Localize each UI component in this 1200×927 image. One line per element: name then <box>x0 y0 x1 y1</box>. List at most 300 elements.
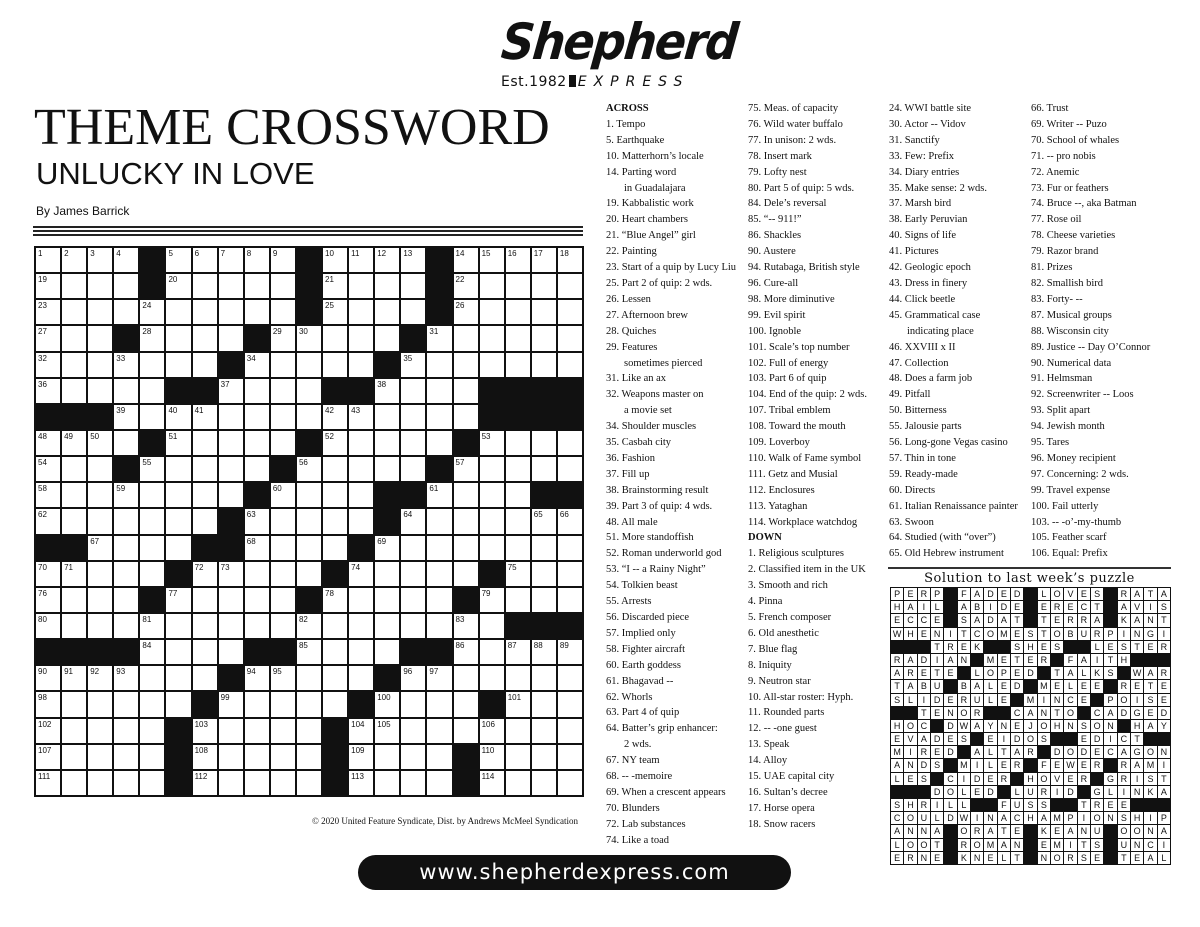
grid-cell[interactable] <box>166 483 190 507</box>
grid-cell[interactable] <box>323 536 347 560</box>
grid-cell[interactable] <box>166 326 190 350</box>
grid-cell[interactable] <box>349 457 373 481</box>
grid-cell[interactable] <box>114 692 138 716</box>
grid-cell[interactable] <box>271 248 295 272</box>
grid-cell[interactable] <box>166 692 190 716</box>
crossword-grid[interactable] <box>34 246 584 797</box>
grid-cell[interactable] <box>245 431 269 455</box>
grid-cell[interactable] <box>36 483 60 507</box>
grid-cell[interactable] <box>271 405 295 429</box>
grid-cell[interactable] <box>193 771 217 795</box>
grid-cell[interactable] <box>140 405 164 429</box>
grid-cell[interactable] <box>88 771 112 795</box>
grid-cell[interactable] <box>193 326 217 350</box>
grid-cell[interactable] <box>62 562 86 586</box>
grid-cell[interactable] <box>36 274 60 298</box>
grid-cell[interactable] <box>558 719 582 743</box>
grid-cell[interactable] <box>427 692 451 716</box>
grid-cell[interactable] <box>454 509 478 533</box>
grid-cell[interactable] <box>245 771 269 795</box>
grid-cell[interactable] <box>349 326 373 350</box>
grid-cell[interactable] <box>193 562 217 586</box>
grid-cell[interactable] <box>558 300 582 324</box>
grid-cell[interactable] <box>401 274 425 298</box>
grid-cell[interactable] <box>271 771 295 795</box>
grid-cell[interactable] <box>166 588 190 612</box>
grid-cell[interactable] <box>245 300 269 324</box>
grid-cell[interactable] <box>375 379 399 403</box>
grid-cell[interactable] <box>36 666 60 690</box>
grid-cell[interactable] <box>219 562 243 586</box>
grid-cell[interactable] <box>140 771 164 795</box>
grid-cell[interactable] <box>36 379 60 403</box>
grid-cell[interactable] <box>427 719 451 743</box>
grid-cell[interactable] <box>297 562 321 586</box>
grid-cell[interactable] <box>36 745 60 769</box>
grid-cell[interactable] <box>323 640 347 664</box>
grid-cell[interactable] <box>323 326 347 350</box>
grid-cell[interactable] <box>323 588 347 612</box>
grid-cell[interactable] <box>532 588 556 612</box>
grid-cell[interactable] <box>558 536 582 560</box>
grid-cell[interactable] <box>36 562 60 586</box>
grid-cell[interactable] <box>193 300 217 324</box>
grid-cell[interactable] <box>193 248 217 272</box>
grid-cell[interactable] <box>454 640 478 664</box>
grid-cell[interactable] <box>114 745 138 769</box>
grid-cell[interactable] <box>323 405 347 429</box>
grid-cell[interactable] <box>480 274 504 298</box>
grid-cell[interactable] <box>454 248 478 272</box>
grid-cell[interactable] <box>219 326 243 350</box>
grid-cell[interactable] <box>558 326 582 350</box>
grid-cell[interactable] <box>166 640 190 664</box>
grid-cell[interactable] <box>62 483 86 507</box>
grid-cell[interactable] <box>166 274 190 298</box>
grid-cell[interactable] <box>88 666 112 690</box>
grid-cell[interactable] <box>219 457 243 481</box>
grid-cell[interactable] <box>219 405 243 429</box>
grid-cell[interactable] <box>297 353 321 377</box>
grid-cell[interactable] <box>62 692 86 716</box>
grid-cell[interactable] <box>166 405 190 429</box>
grid-cell[interactable] <box>193 640 217 664</box>
grid-cell[interactable] <box>427 771 451 795</box>
grid-cell[interactable] <box>401 745 425 769</box>
grid-cell[interactable] <box>506 562 530 586</box>
grid-cell[interactable] <box>349 405 373 429</box>
grid-cell[interactable] <box>427 431 451 455</box>
grid-cell[interactable] <box>88 745 112 769</box>
grid-cell[interactable] <box>297 640 321 664</box>
grid-cell[interactable] <box>375 640 399 664</box>
grid-cell[interactable] <box>271 666 295 690</box>
grid-cell[interactable] <box>140 666 164 690</box>
grid-cell[interactable] <box>219 379 243 403</box>
grid-cell[interactable] <box>140 640 164 664</box>
grid-cell[interactable] <box>375 771 399 795</box>
grid-cell[interactable] <box>349 483 373 507</box>
grid-cell[interactable] <box>140 457 164 481</box>
grid-cell[interactable] <box>480 719 504 743</box>
grid-cell[interactable] <box>36 248 60 272</box>
grid-cell[interactable] <box>375 536 399 560</box>
grid-cell[interactable] <box>166 536 190 560</box>
grid-cell[interactable] <box>140 745 164 769</box>
grid-cell[interactable] <box>62 248 86 272</box>
grid-cell[interactable] <box>88 719 112 743</box>
grid-cell[interactable] <box>140 719 164 743</box>
grid-cell[interactable] <box>219 274 243 298</box>
grid-cell[interactable] <box>401 588 425 612</box>
grid-cell[interactable] <box>271 588 295 612</box>
grid-cell[interactable] <box>140 614 164 638</box>
grid-cell[interactable] <box>219 248 243 272</box>
grid-cell[interactable] <box>88 457 112 481</box>
grid-cell[interactable] <box>532 562 556 586</box>
grid-cell[interactable] <box>88 274 112 298</box>
grid-cell[interactable] <box>114 300 138 324</box>
grid-cell[interactable] <box>506 483 530 507</box>
grid-cell[interactable] <box>323 431 347 455</box>
grid-cell[interactable] <box>480 640 504 664</box>
grid-cell[interactable] <box>323 353 347 377</box>
grid-cell[interactable] <box>480 431 504 455</box>
grid-cell[interactable] <box>245 719 269 743</box>
grid-cell[interactable] <box>62 326 86 350</box>
grid-cell[interactable] <box>454 326 478 350</box>
grid-cell[interactable] <box>427 666 451 690</box>
grid-cell[interactable] <box>219 771 243 795</box>
grid-cell[interactable] <box>375 405 399 429</box>
grid-cell[interactable] <box>88 379 112 403</box>
grid-cell[interactable] <box>166 353 190 377</box>
grid-cell[interactable] <box>375 248 399 272</box>
grid-cell[interactable] <box>558 248 582 272</box>
grid-cell[interactable] <box>506 640 530 664</box>
grid-cell[interactable] <box>558 353 582 377</box>
grid-cell[interactable] <box>297 719 321 743</box>
grid-cell[interactable] <box>480 536 504 560</box>
grid-cell[interactable] <box>427 745 451 769</box>
grid-cell[interactable] <box>36 692 60 716</box>
grid-cell[interactable] <box>401 562 425 586</box>
grid-cell[interactable] <box>193 353 217 377</box>
grid-cell[interactable] <box>480 353 504 377</box>
grid-cell[interactable] <box>323 692 347 716</box>
grid-cell[interactable] <box>297 457 321 481</box>
grid-cell[interactable] <box>114 614 138 638</box>
grid-cell[interactable] <box>506 692 530 716</box>
grid-cell[interactable] <box>532 745 556 769</box>
grid-cell[interactable] <box>114 588 138 612</box>
grid-cell[interactable] <box>62 666 86 690</box>
grid-cell[interactable] <box>480 614 504 638</box>
grid-cell[interactable] <box>245 353 269 377</box>
grid-cell[interactable] <box>480 300 504 324</box>
grid-cell[interactable] <box>297 326 321 350</box>
grid-cell[interactable] <box>558 692 582 716</box>
grid-cell[interactable] <box>114 379 138 403</box>
grid-cell[interactable] <box>166 248 190 272</box>
grid-cell[interactable] <box>375 562 399 586</box>
grid-cell[interactable] <box>114 353 138 377</box>
grid-cell[interactable] <box>62 588 86 612</box>
grid-cell[interactable] <box>323 248 347 272</box>
grid-cell[interactable] <box>401 379 425 403</box>
grid-cell[interactable] <box>245 614 269 638</box>
grid-cell[interactable] <box>427 405 451 429</box>
grid-cell[interactable] <box>454 692 478 716</box>
grid-cell[interactable] <box>140 692 164 716</box>
grid-cell[interactable] <box>558 640 582 664</box>
grid-cell[interactable] <box>454 719 478 743</box>
grid-cell[interactable] <box>480 248 504 272</box>
grid-cell[interactable] <box>297 509 321 533</box>
grid-cell[interactable] <box>480 326 504 350</box>
grid-cell[interactable] <box>480 588 504 612</box>
grid-cell[interactable] <box>506 457 530 481</box>
grid-cell[interactable] <box>271 509 295 533</box>
grid-cell[interactable] <box>349 640 373 664</box>
grid-cell[interactable] <box>271 692 295 716</box>
grid-cell[interactable] <box>454 274 478 298</box>
grid-cell[interactable] <box>193 588 217 612</box>
grid-cell[interactable] <box>506 326 530 350</box>
grid-cell[interactable] <box>140 509 164 533</box>
grid-cell[interactable] <box>36 326 60 350</box>
grid-cell[interactable] <box>297 379 321 403</box>
grid-cell[interactable] <box>375 719 399 743</box>
grid-cell[interactable] <box>88 483 112 507</box>
grid-cell[interactable] <box>88 248 112 272</box>
grid-cell[interactable] <box>558 771 582 795</box>
grid-cell[interactable] <box>506 771 530 795</box>
grid-cell[interactable] <box>114 274 138 298</box>
grid-cell[interactable] <box>166 300 190 324</box>
grid-cell[interactable] <box>271 483 295 507</box>
grid-cell[interactable] <box>454 536 478 560</box>
grid-cell[interactable] <box>427 588 451 612</box>
grid-cell[interactable] <box>114 719 138 743</box>
grid-cell[interactable] <box>532 666 556 690</box>
grid-cell[interactable] <box>506 588 530 612</box>
grid-cell[interactable] <box>219 431 243 455</box>
grid-cell[interactable] <box>219 719 243 743</box>
grid-cell[interactable] <box>219 614 243 638</box>
grid-cell[interactable] <box>271 719 295 743</box>
grid-cell[interactable] <box>245 536 269 560</box>
grid-cell[interactable] <box>427 483 451 507</box>
grid-cell[interactable] <box>36 300 60 324</box>
grid-cell[interactable] <box>401 692 425 716</box>
grid-cell[interactable] <box>62 379 86 403</box>
grid-cell[interactable] <box>375 326 399 350</box>
grid-cell[interactable] <box>245 379 269 403</box>
grid-cell[interactable] <box>349 719 373 743</box>
grid-cell[interactable] <box>454 457 478 481</box>
grid-cell[interactable] <box>558 274 582 298</box>
grid-cell[interactable] <box>245 509 269 533</box>
grid-cell[interactable] <box>401 300 425 324</box>
grid-cell[interactable] <box>297 666 321 690</box>
grid-cell[interactable] <box>401 509 425 533</box>
grid-cell[interactable] <box>506 666 530 690</box>
grid-cell[interactable] <box>297 405 321 429</box>
grid-cell[interactable] <box>271 379 295 403</box>
grid-cell[interactable] <box>36 353 60 377</box>
grid-cell[interactable] <box>532 771 556 795</box>
grid-cell[interactable] <box>349 300 373 324</box>
grid-cell[interactable] <box>36 457 60 481</box>
grid-cell[interactable] <box>454 614 478 638</box>
grid-cell[interactable] <box>349 745 373 769</box>
grid-cell[interactable] <box>271 562 295 586</box>
grid-cell[interactable] <box>271 431 295 455</box>
grid-cell[interactable] <box>506 300 530 324</box>
grid-cell[interactable] <box>271 300 295 324</box>
grid-cell[interactable] <box>506 248 530 272</box>
grid-cell[interactable] <box>480 483 504 507</box>
grid-cell[interactable] <box>480 666 504 690</box>
grid-cell[interactable] <box>140 326 164 350</box>
grid-cell[interactable] <box>558 588 582 612</box>
grid-cell[interactable] <box>323 274 347 298</box>
grid-cell[interactable] <box>219 588 243 612</box>
grid-cell[interactable] <box>193 614 217 638</box>
grid-cell[interactable] <box>219 300 243 324</box>
grid-cell[interactable] <box>36 771 60 795</box>
grid-cell[interactable] <box>349 588 373 612</box>
grid-cell[interactable] <box>245 588 269 612</box>
grid-cell[interactable] <box>114 431 138 455</box>
grid-cell[interactable] <box>454 666 478 690</box>
grid-cell[interactable] <box>62 771 86 795</box>
grid-cell[interactable] <box>245 248 269 272</box>
grid-cell[interactable] <box>323 509 347 533</box>
grid-cell[interactable] <box>88 353 112 377</box>
grid-cell[interactable] <box>36 719 60 743</box>
grid-cell[interactable] <box>506 353 530 377</box>
grid-cell[interactable] <box>454 300 478 324</box>
grid-cell[interactable] <box>480 745 504 769</box>
grid-cell[interactable] <box>558 562 582 586</box>
grid-cell[interactable] <box>297 771 321 795</box>
grid-cell[interactable] <box>88 536 112 560</box>
grid-cell[interactable] <box>271 614 295 638</box>
grid-cell[interactable] <box>506 274 530 298</box>
grid-cell[interactable] <box>140 562 164 586</box>
grid-cell[interactable] <box>193 666 217 690</box>
grid-cell[interactable] <box>375 692 399 716</box>
grid-cell[interactable] <box>271 353 295 377</box>
grid-cell[interactable] <box>114 562 138 586</box>
grid-cell[interactable] <box>193 509 217 533</box>
grid-cell[interactable] <box>480 509 504 533</box>
grid-cell[interactable] <box>532 536 556 560</box>
grid-cell[interactable] <box>140 536 164 560</box>
grid-cell[interactable] <box>88 431 112 455</box>
grid-cell[interactable] <box>454 562 478 586</box>
grid-cell[interactable] <box>401 719 425 743</box>
grid-cell[interactable] <box>245 666 269 690</box>
grid-cell[interactable] <box>532 509 556 533</box>
grid-cell[interactable] <box>193 274 217 298</box>
grid-cell[interactable] <box>114 771 138 795</box>
grid-cell[interactable] <box>401 353 425 377</box>
grid-cell[interactable] <box>62 431 86 455</box>
grid-cell[interactable] <box>323 457 347 481</box>
grid-cell[interactable] <box>271 536 295 560</box>
grid-cell[interactable] <box>532 431 556 455</box>
grid-cell[interactable] <box>375 457 399 481</box>
grid-cell[interactable] <box>62 274 86 298</box>
grid-cell[interactable] <box>193 745 217 769</box>
grid-cell[interactable] <box>375 588 399 612</box>
grid-cell[interactable] <box>349 431 373 455</box>
grid-cell[interactable] <box>245 562 269 586</box>
grid-cell[interactable] <box>245 405 269 429</box>
grid-cell[interactable] <box>114 666 138 690</box>
grid-cell[interactable] <box>349 771 373 795</box>
grid-cell[interactable] <box>271 745 295 769</box>
grid-cell[interactable] <box>558 509 582 533</box>
grid-cell[interactable] <box>166 614 190 638</box>
grid-cell[interactable] <box>375 274 399 298</box>
grid-cell[interactable] <box>558 666 582 690</box>
grid-cell[interactable] <box>62 745 86 769</box>
grid-cell[interactable] <box>558 745 582 769</box>
grid-cell[interactable] <box>219 692 243 716</box>
grid-cell[interactable] <box>375 614 399 638</box>
grid-cell[interactable] <box>375 745 399 769</box>
grid-cell[interactable] <box>558 431 582 455</box>
grid-cell[interactable] <box>36 509 60 533</box>
grid-cell[interactable] <box>349 248 373 272</box>
grid-cell[interactable] <box>349 509 373 533</box>
grid-cell[interactable] <box>193 719 217 743</box>
grid-cell[interactable] <box>36 431 60 455</box>
grid-cell[interactable] <box>532 692 556 716</box>
grid-cell[interactable] <box>114 509 138 533</box>
grid-cell[interactable] <box>349 614 373 638</box>
grid-cell[interactable] <box>506 536 530 560</box>
grid-cell[interactable] <box>401 614 425 638</box>
grid-cell[interactable] <box>140 300 164 324</box>
grid-cell[interactable] <box>454 405 478 429</box>
grid-cell[interactable] <box>36 614 60 638</box>
grid-cell[interactable] <box>323 666 347 690</box>
grid-cell[interactable] <box>114 248 138 272</box>
grid-cell[interactable] <box>401 771 425 795</box>
grid-cell[interactable] <box>349 666 373 690</box>
grid-cell[interactable] <box>323 614 347 638</box>
grid-cell[interactable] <box>323 300 347 324</box>
grid-cell[interactable] <box>427 509 451 533</box>
grid-cell[interactable] <box>297 536 321 560</box>
grid-cell[interactable] <box>532 274 556 298</box>
grid-cell[interactable] <box>88 509 112 533</box>
grid-cell[interactable] <box>193 483 217 507</box>
grid-cell[interactable] <box>166 431 190 455</box>
grid-cell[interactable] <box>454 353 478 377</box>
grid-cell[interactable] <box>140 379 164 403</box>
grid-cell[interactable] <box>454 379 478 403</box>
grid-cell[interactable] <box>532 457 556 481</box>
grid-cell[interactable] <box>375 431 399 455</box>
grid-cell[interactable] <box>219 745 243 769</box>
grid-cell[interactable] <box>140 483 164 507</box>
